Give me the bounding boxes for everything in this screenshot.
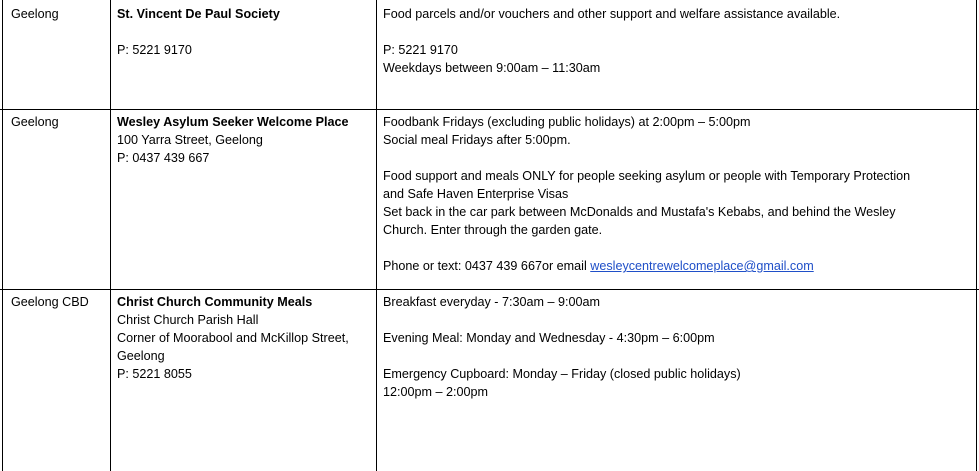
table-row-details (383, 113, 973, 275)
details-line: Weekdays between 9:00am – 11:30am (383, 61, 601, 75)
table-row-details (383, 293, 973, 401)
address-line: Geelong (117, 349, 165, 363)
details-line: and Safe Haven Enterprise Visas (383, 187, 569, 201)
email-link[interactable]: wesleycentrewelcomeplace@gmail.com (590, 259, 814, 273)
details-line: P: 5221 9170 (383, 43, 458, 57)
table-row-location (11, 5, 106, 23)
table-row-organisation (117, 5, 372, 59)
details-line: Social meal Fridays after 5:00pm. (383, 133, 571, 147)
column-divider (110, 0, 111, 471)
details-line: Food parcels and/or vouchers and other support and welfare assistance available. (383, 7, 841, 21)
location-text: Geelong (11, 115, 59, 129)
organisation-name: Wesley Asylum Seeker Welcome Place (117, 115, 349, 129)
phone-number: P: 5221 9170 (117, 43, 192, 57)
row-divider (0, 109, 979, 110)
address-line: Christ Church Parish Hall (117, 313, 259, 327)
phone-number: P: 0437 439 667 (117, 151, 210, 165)
table-border-left (2, 0, 3, 471)
table-row-details (383, 5, 973, 77)
details-line: Set back in the car park between McDonalds and Mustafa's Kebabs, and behind the Wesley (383, 205, 896, 219)
contact-line (383, 257, 973, 275)
location-text: Geelong CBD (11, 295, 89, 309)
phone-number: P: 5221 8055 (117, 367, 192, 381)
table-row-organisation (117, 113, 372, 167)
table-border-right (976, 0, 977, 471)
row-divider (0, 289, 979, 290)
organisation-name: Christ Church Community Meals (117, 295, 313, 309)
table-row-location (11, 113, 106, 131)
details-line: Food support and meals ONLY for people seeking asylum or people with Temporary Protection (383, 169, 911, 183)
details-line: Emergency Cupboard: Monday – Friday (closed public holidays) (383, 367, 741, 381)
table-row-organisation (117, 293, 372, 383)
table-row-location (11, 293, 106, 311)
details-line: Church. Enter through the garden gate. (383, 223, 603, 237)
address-line: Corner of Moorabool and McKillop Street, (117, 331, 349, 345)
details-line: 12:00pm – 2:00pm (383, 385, 489, 399)
location-text: Geelong (11, 7, 59, 21)
contact-prefix: Phone or text: 0437 439 667or email (383, 259, 591, 273)
details-line: Breakfast everyday - 7:30am – 9:00am (383, 295, 601, 309)
column-divider (376, 0, 377, 471)
organisation-name: St. Vincent De Paul Society (117, 7, 280, 21)
address-line: 100 Yarra Street, Geelong (117, 133, 263, 147)
details-line: Foodbank Fridays (excluding public holidays) at 2:00pm – 5:00pm (383, 115, 751, 129)
details-line: Evening Meal: Monday and Wednesday - 4:30pm – 6:00pm (383, 331, 715, 345)
